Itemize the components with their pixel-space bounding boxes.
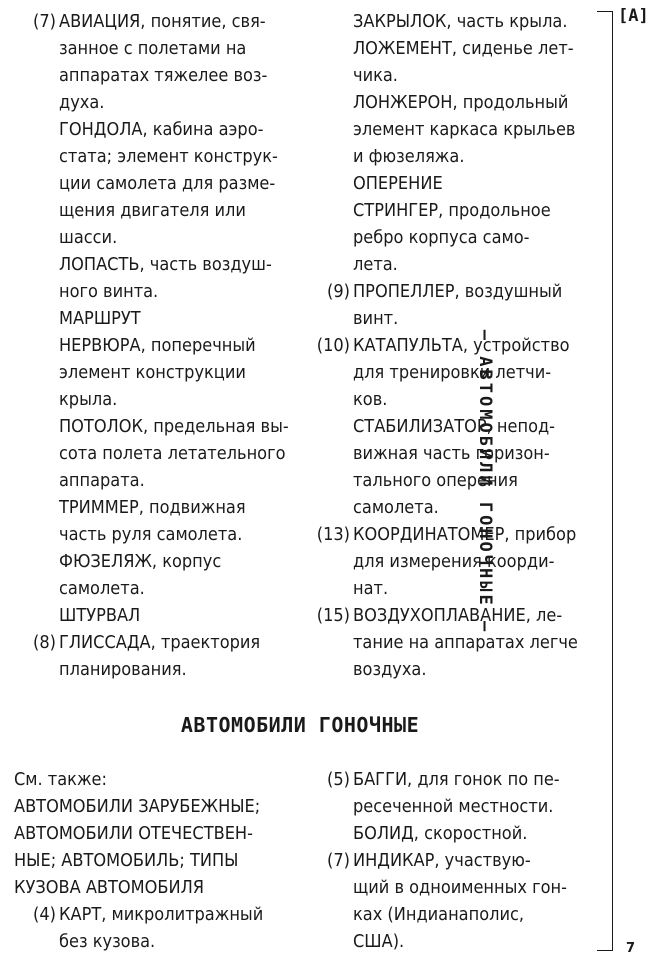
column-top-left <box>14 8 304 683</box>
entry-line <box>308 548 593 575</box>
entry-text: щий в одноименных гон- <box>353 877 567 898</box>
entry-number: (13) <box>316 524 350 545</box>
entry-text: БАГГИ, для гонок по пе- <box>353 769 560 790</box>
entry-text: ного винта. <box>59 281 159 302</box>
entry-text: ЗАКРЫЛОК, часть крыла. <box>353 11 568 32</box>
entry-line <box>308 656 593 683</box>
side-bracket-rule <box>597 11 613 951</box>
entry-line <box>308 332 593 359</box>
entry-text: воздуха. <box>353 659 427 680</box>
entry-line <box>14 793 304 820</box>
entry-line <box>14 901 304 928</box>
entry-text: занное с полетами на <box>59 38 247 59</box>
entry-text: крыла. <box>59 389 118 410</box>
entry-line <box>14 62 304 89</box>
entry-text: ПОТОЛОК, предельная вы- <box>59 416 289 437</box>
entry-line <box>308 89 593 116</box>
entry-text: планирования. <box>59 659 187 680</box>
entry-line <box>308 575 593 602</box>
entry-line <box>308 766 593 793</box>
entry-number: (7) <box>327 850 350 871</box>
entry-number: (15) <box>316 605 350 626</box>
entry-text: элемент конструкции <box>59 362 246 383</box>
entry-line <box>308 35 593 62</box>
entry-line <box>14 548 304 575</box>
entry-text: чика. <box>353 65 398 86</box>
column-bottom-right <box>308 766 593 955</box>
entry-line <box>308 251 593 278</box>
entry-line <box>308 602 593 629</box>
entry-text: КАРТ, микролитражный <box>59 904 264 925</box>
entry-text: МАРШРУТ <box>59 308 141 329</box>
entry-text: стата; элемент конструк- <box>59 146 278 167</box>
entry-line <box>14 386 304 413</box>
entry-line <box>308 494 593 521</box>
entry-text: ВОЗДУХОПЛАВАНИЕ, ле- <box>353 605 563 626</box>
entry-text: самолета. <box>353 497 439 518</box>
entry-text: ГОНДОЛА, кабина аэро- <box>59 119 264 140</box>
entry-text: БОЛИД, скоростной. <box>353 823 528 844</box>
entry-line <box>14 224 304 251</box>
entry-text: ков. <box>353 389 388 410</box>
entry-line <box>308 224 593 251</box>
entry-line <box>14 332 304 359</box>
running-head: – АВТОМОБИЛИ ГОНОЧНЫЕ – <box>474 329 495 635</box>
entry-line <box>14 89 304 116</box>
entry-text: ГЛИССАДА, траектория <box>59 632 261 653</box>
entry-line <box>14 143 304 170</box>
entry-text: АВТОМОБИЛИ ЗАРУБЕЖНЫЕ; <box>14 796 261 817</box>
entry-line <box>14 440 304 467</box>
letter-badge: [А] <box>618 6 649 26</box>
entry-line <box>14 494 304 521</box>
entry-line <box>14 766 304 793</box>
entry-line <box>14 170 304 197</box>
entry-line <box>14 413 304 440</box>
entry-text: щения двигателя или <box>59 200 246 221</box>
entry-line <box>308 386 593 413</box>
entry-text: США). <box>353 931 405 952</box>
entry-line <box>308 440 593 467</box>
column-bottom-left <box>14 766 304 955</box>
entry-line <box>14 8 304 35</box>
entry-line <box>308 521 593 548</box>
entry-line <box>14 467 304 494</box>
entry-line <box>308 847 593 874</box>
entry-text: ках (Индианаполис, <box>353 904 525 925</box>
entry-text: ШТУРВАЛ <box>59 605 141 626</box>
entry-line <box>308 820 593 847</box>
entry-text: и фюзеляжа. <box>353 146 465 167</box>
entry-text: ОПЕРЕНИЕ <box>353 173 443 194</box>
entry-text: ИНДИКАР, участвую- <box>353 850 531 871</box>
entry-number: (5) <box>327 769 350 790</box>
entry-text: ЛОНЖЕРОН, продольный <box>353 92 569 113</box>
entry-line <box>14 874 304 901</box>
entry-line <box>308 8 593 35</box>
entry-line <box>308 359 593 386</box>
entry-text: СТРИНГЕР, продольное <box>353 200 551 221</box>
entry-line <box>308 62 593 89</box>
entry-number: (10) <box>316 335 350 356</box>
entry-text: АВИАЦИЯ, понятие, свя- <box>59 11 266 32</box>
entry-number: (8) <box>33 632 56 653</box>
entry-text: элемент каркаса крыльев <box>353 119 576 140</box>
entry-line <box>308 467 593 494</box>
section-title: АВТОМОБИЛИ ГОНОЧНЫЕ <box>180 713 420 737</box>
entry-text: винт. <box>353 308 399 329</box>
entry-line <box>14 35 304 62</box>
entry-text: НЕРВЮРА, поперечный <box>59 335 256 356</box>
entry-line <box>308 305 593 332</box>
entry-line <box>14 602 304 629</box>
entry-number: (7) <box>33 11 56 32</box>
entry-text: ресеченной местности. <box>353 796 554 817</box>
entry-line <box>14 847 304 874</box>
entry-line <box>14 197 304 224</box>
entry-text: ТРИММЕР, подвижная <box>59 497 246 518</box>
entry-line <box>308 928 593 955</box>
entry-text: вижная часть горизон- <box>353 443 550 464</box>
entry-text: аппарата. <box>59 470 145 491</box>
entry-line <box>308 413 593 440</box>
entry-line <box>14 575 304 602</box>
entry-text: духа. <box>59 92 105 113</box>
entry-line <box>308 170 593 197</box>
entry-line <box>308 278 593 305</box>
entry-text: ФЮЗЕЛЯЖ, корпус <box>59 551 222 572</box>
entry-text: шасси. <box>59 227 118 248</box>
entry-text: См. также: <box>14 769 107 790</box>
entry-line <box>14 278 304 305</box>
entry-text: ЛОЖЕМЕНТ, сиденье лет- <box>353 38 574 59</box>
entry-text: сота полета летательного <box>59 443 286 464</box>
entry-text: НЫЕ; АВТОМОБИЛЬ; ТИПЫ <box>14 850 239 871</box>
entry-text: КООРДИНАТОМЕР, прибор <box>353 524 577 545</box>
entry-line <box>14 629 304 656</box>
entry-line <box>308 116 593 143</box>
entry-line <box>14 251 304 278</box>
entry-text: тание на аппаратах легче <box>353 632 578 653</box>
entry-number: (9) <box>327 281 350 302</box>
entry-text: ции самолета для разме- <box>59 173 276 194</box>
entry-line <box>308 197 593 224</box>
entry-text: нат. <box>353 578 389 599</box>
entry-line <box>14 928 304 955</box>
entry-text: КУЗОВА АВТОМОБИЛЯ <box>14 877 205 898</box>
entry-line <box>14 521 304 548</box>
page-number: 7 <box>626 941 636 956</box>
entry-line <box>14 359 304 386</box>
entry-text: ПРОПЕЛЛЕР, воздушный <box>353 281 563 302</box>
entry-number: (4) <box>33 904 56 925</box>
entry-text: СТАБИЛИЗАТОР, непод- <box>353 416 556 437</box>
entry-line <box>14 116 304 143</box>
entry-line <box>308 793 593 820</box>
entry-line <box>14 305 304 332</box>
entry-text: для тренировки летчи- <box>353 362 552 383</box>
entry-text: АВТОМОБИЛИ ОТЕЧЕСТВЕН- <box>14 823 253 844</box>
entry-text: КАТАПУЛЬТА, устройство <box>353 335 570 356</box>
entry-line <box>308 629 593 656</box>
entry-line <box>308 874 593 901</box>
entry-line <box>14 656 304 683</box>
entry-text: часть руля самолета. <box>59 524 243 545</box>
entry-line <box>308 901 593 928</box>
entry-text: тального оперения <box>353 470 518 491</box>
entry-text: аппаратах тяжелее воз- <box>59 65 268 86</box>
entry-text: без кузова. <box>59 931 156 952</box>
entry-text: для измерения коорди- <box>353 551 555 572</box>
entry-line <box>14 820 304 847</box>
entry-line <box>308 143 593 170</box>
column-top-right <box>308 8 593 683</box>
entry-text: лета. <box>353 254 398 275</box>
entry-text: ребро корпуса само- <box>353 227 530 248</box>
entry-text: самолета. <box>59 578 145 599</box>
entry-text: ЛОПАСТЬ, часть воздуш- <box>59 254 272 275</box>
